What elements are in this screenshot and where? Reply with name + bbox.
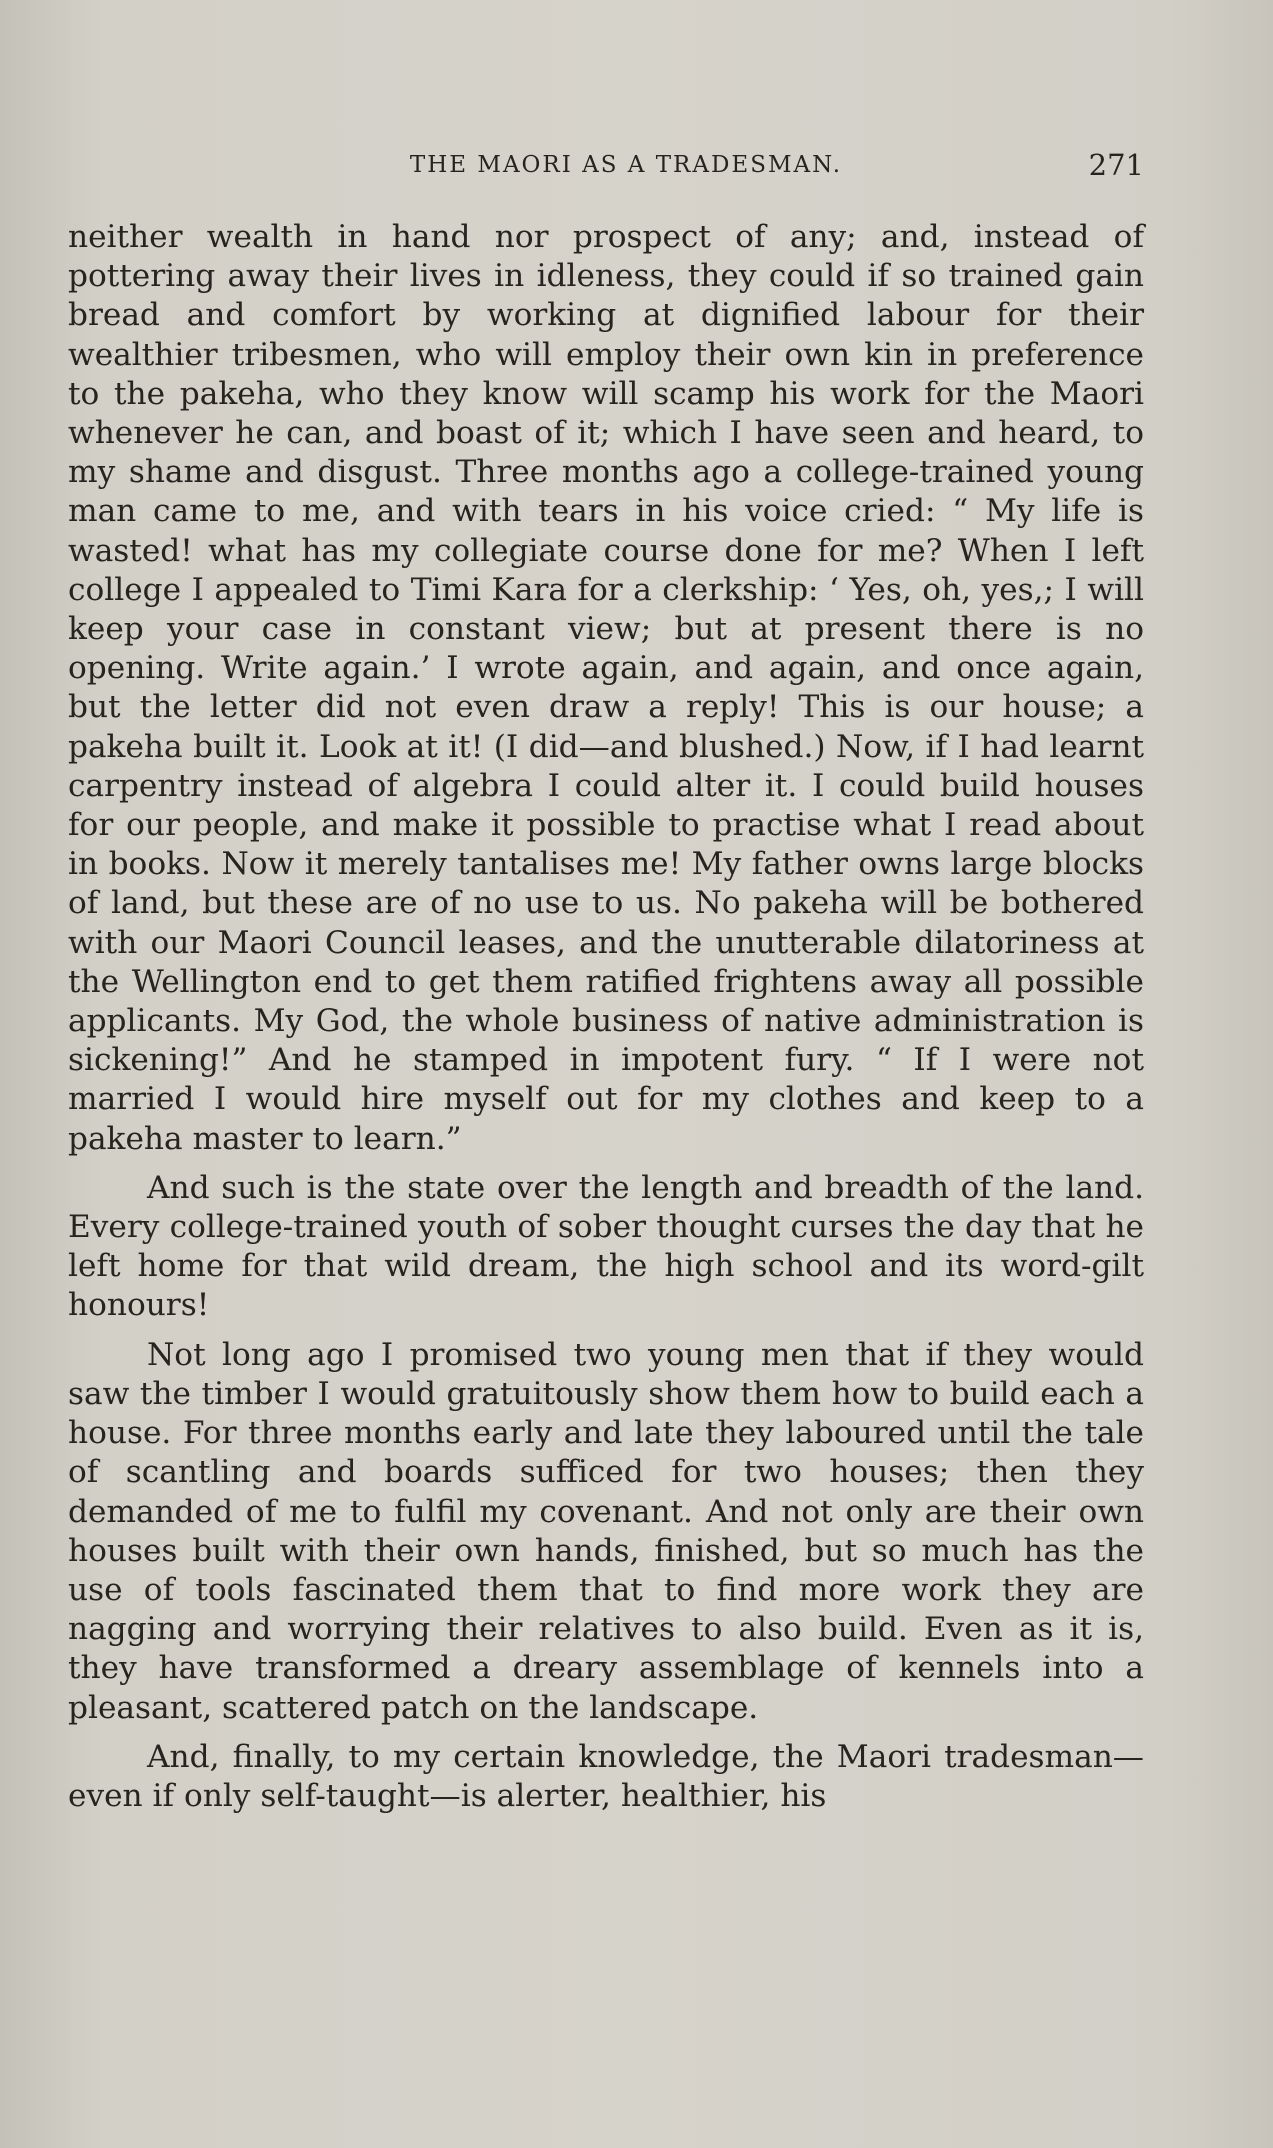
paragraph: Not long ago I promised two young men that if they would saw the timber I would gratuitously show them how to build each a house. For three months early and late they laboured until the tale of scantling and boards sufficed for two houses; then they demanded of me to fulfil my covenant. And not only are their own houses built with their own hands, finished, but so much has the use of tools fascinated them that to find more work they are nagging and worrying their relatives to also build. Even as it is, they have transformed a dreary assemblage of kennels into a pleasant, scattered patch on the landscape. <box>68 1336 1144 1726</box>
running-title: THE MAORI AS A TRADESMAN. <box>409 152 843 178</box>
page-header <box>68 148 1144 188</box>
paragraph: And, finally, to my certain knowledge, the Maori tradesman—even if only self-taught—is alerter, healthier, his <box>68 1738 1144 1814</box>
paragraph: And such is the state over the length and breadth of the land. Every college-trained youth of sober thought curses the day that he left home for that wild dream, the high school and its word-gilt honours! <box>68 1169 1144 1324</box>
body-text <box>68 218 1144 1826</box>
paragraph-continued: neither wealth in hand nor prospect of any; and, instead of pottering away their lives in idleness, they could if so trained gain bread and comfort by working at dignified labour for their wealthier tribesmen, who will employ their own kin in preference to the pakeha, who they know will scamp his work for the Maori whenever he can, and boast of it; which I have seen and heard, to my shame and disgust. Three months ago a college-trained young man came to me, and with tears in his voice cried: “ My life is wasted! what has my collegiate course done for me? When I left college I appealed to Timi Kara for a clerkship: ‘ Yes, oh, yes,; I will keep your case in constant view; but at present there is no opening. Write again.’ I wrote again, and again, and once again, but the letter did not even draw a reply! This is our house; a pakeha built it. Look at it! (I did—and blushed.) Now, if I had learnt carpentry instead of algebra I could alter it. I could build houses for our people, and make it possible to practise what I read about in books. Now it merely tantalises me! My father owns large blocks of land, but these are of no use to us. No pakeha will be bothered with our Maori Council leases, and the unutterable dilatoriness at the Wellington end to get them ratified frightens away all possible applicants. My God, the whole business of native administration is sickening!” And he stamped in impotent fury. “ If I were not married I would hire myself out for my clothes and keep to a pakeha master to learn.” <box>68 219 1144 1157</box>
page-number: 271 <box>1088 148 1144 182</box>
